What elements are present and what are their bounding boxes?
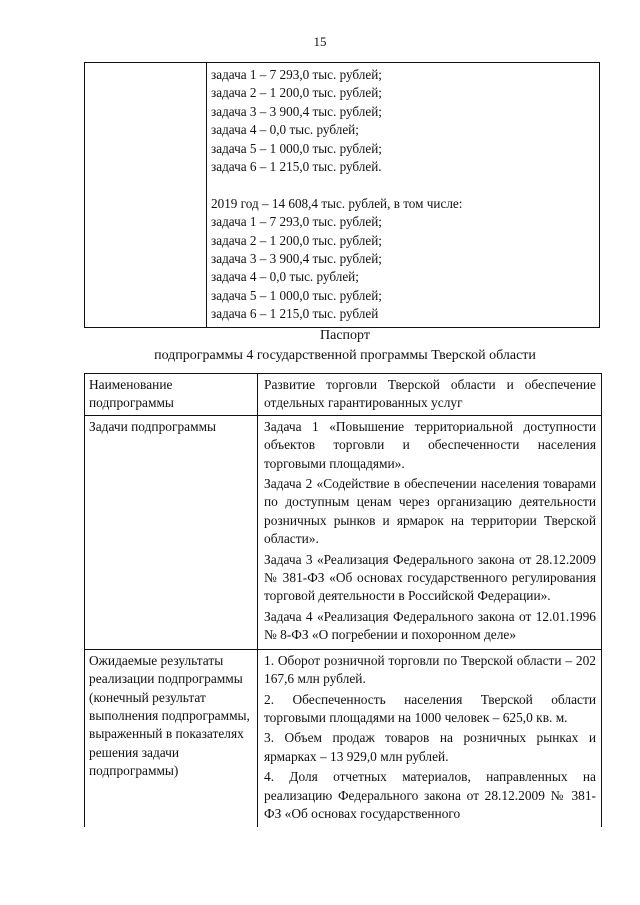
task-item: Задача 4 «Реализация Федерального закона от 12.01.1996 № 8-ФЗ «О погребении и похоронном деле» (264, 608, 596, 643)
passport-table (84, 373, 602, 827)
funding-line: задача 5 – 1 000,0 тыс. рублей; (211, 140, 382, 156)
passport-subtitle: подпрограммы 4 государственной программы Тверской области (154, 348, 536, 363)
results-cell (258, 649, 602, 827)
empty-label-cell (85, 63, 207, 328)
result-item: 3. Объем продаж товаров на розничных рынках и ярмарках – 13 929,0 млн рублей. (264, 730, 596, 764)
task-item: Задача 2 «Содействие в обеспечении населения товарами по доступным ценам через организацию деятельности розничных рынков и ярмарок на территории Тверской области». (264, 476, 596, 547)
tasks-label: Задачи подпрограммы (85, 415, 258, 649)
table-row (85, 63, 600, 328)
results-label: Ожидаемые результаты реализации подпрограммы (конечный результат выполнения подпрограммы, выраженный в показателях решения задачи подпрограммы) (85, 649, 258, 827)
funding-breakdown-cell (207, 63, 600, 328)
table-row (85, 374, 602, 416)
table-row (85, 649, 602, 827)
name-label: Наименование подпрограммы (85, 374, 258, 416)
table-row (85, 415, 602, 649)
funding-line: задача 5 – 1 000,0 тыс. рублей; (211, 287, 382, 303)
funding-line: задача 6 – 1 215,0 тыс. рублей. (211, 159, 382, 175)
funding-year-line: 2019 год – 14 608,4 тыс. рублей, в том числе: (211, 195, 463, 211)
funding-continuation-table (84, 62, 600, 328)
result-item: 4. Доля отчетных материалов, направленных на реализацию Федерального закона от 28.12.2009 № 381-ФЗ «Об основах государственного (264, 769, 596, 821)
page-number: 15 (313, 34, 327, 49)
task-item: Задача 1 «Повышение территориальной доступности объектов торговли и обеспеченности населения торговыми площадями». (264, 418, 596, 471)
funding-line: задача 3 – 3 900,4 тыс. рублей; (211, 251, 382, 267)
funding-line: задача 1 – 7 293,0 тыс. рублей; (211, 214, 382, 230)
funding-line: задача 6 – 1 215,0 тыс. рублей (211, 306, 379, 322)
name-value: Развитие торговли Тверской области и обеспечение отдельных гарантированных услуг (258, 374, 602, 416)
funding-line: задача 2 – 1 200,0 тыс. рублей; (211, 85, 382, 101)
funding-line: задача 4 – 0,0 тыс. рублей; (211, 122, 359, 138)
funding-line: задача 4 – 0,0 тыс. рублей; (211, 269, 359, 285)
passport-title: Паспорт (320, 328, 370, 343)
funding-line: задача 3 – 3 900,4 тыс. рублей; (211, 103, 382, 119)
funding-line: задача 1 – 7 293,0 тыс. рублей; (211, 67, 382, 82)
result-item: 1. Оборот розничной торговли по Тверской области – 202 167,6 млн рублей. (264, 652, 596, 687)
funding-line: задача 2 – 1 200,0 тыс. рублей; (211, 232, 382, 248)
task-item: Задача 3 «Реализация Федерального закона от 28.12.2009 № 381-ФЗ «Об основах государственного регулирования торговой деятельности в Российской Федерации». (264, 551, 596, 604)
spacer (211, 176, 593, 194)
result-item: 2. Обеспеченность населения Тверской области торговыми площадями на 1000 человек – 625,0 кв. м. (264, 691, 596, 725)
tasks-cell (258, 415, 602, 649)
